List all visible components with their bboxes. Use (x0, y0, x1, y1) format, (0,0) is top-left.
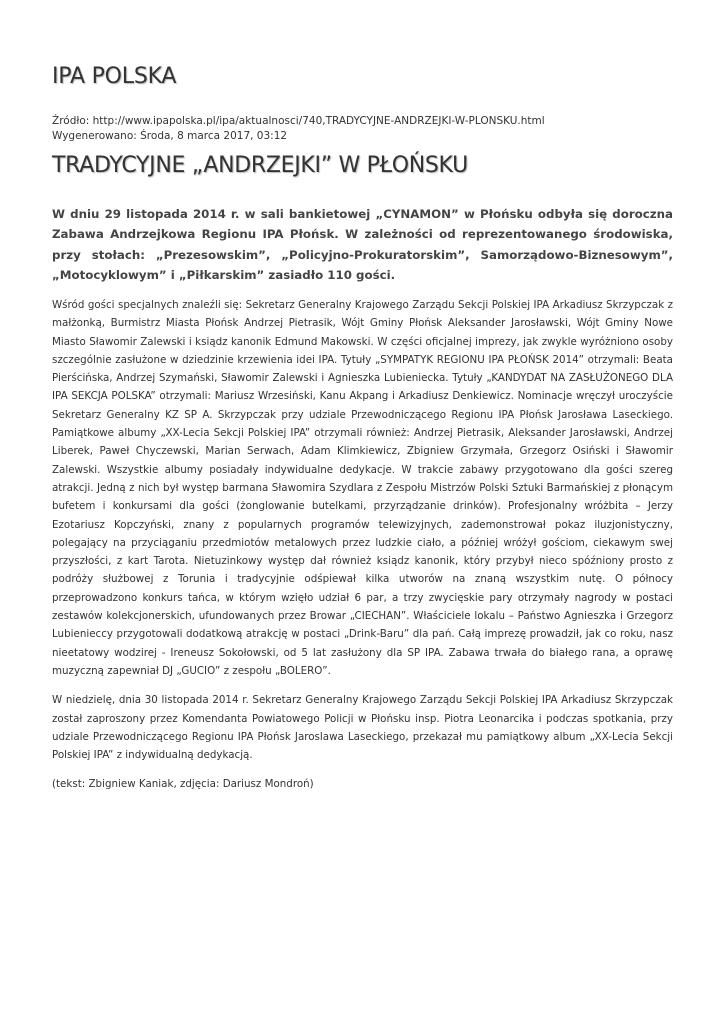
source-line: Źródło: http://www.ipapolska.pl/ipa/aktualnosci/740,TRADYCYJNE-ANDRZEJKI-W-PLONSKU.html (52, 115, 545, 127)
article-paragraph: W niedzielę, dnia 30 listopada 2014 r. Sekretarz Generalny Krajowego Zarządu Sekcji Polskiej IPA Arkadiusz Skrzypczak został zaproszony przez Komendanta Powiatowego Policji w Płońsku insp. Piotra Leonarcika i podczas spotkania, przy udziale Przewodniczącego Regionu IPA Płońsk Jaroslawa Laseckiego, przekazał mu pamiątkowy album „XX-Lecia Sekcji Polskiej IPA” z indywidualną dedykacją. (52, 694, 673, 762)
article-paragraph: Wśród gości specjalnych znaleźli się: Sekretarz Generalny Krajowego Zarządu Sekcji Polskiej IPA Arkadiusz Skrzypczak z małżonką, Burmistrz Miasta Płońsk Andrzej Pietrasik, Wójt Gminy Płońsk Aleksander Jarosławski, Wójt Gminy Nowe Miasto Sławomir Zalewski i ksiądz kanonik Edmund Makowski. W części oficjalnej imprezy, jak zwykle wyróżniono osoby szczególnie zasłużone w dziedzinie krzewienia idei IPA. Tytuły „SYMPATYK REGIONU IPA PŁOŃSK 2014” otrzymali: Beata Pierścińska, Andrzej Szymański, Sławomir Zalewski i Agnieszka Lubieniecka. Tytuły „KANDYDAT NA ZASŁUŻONEGO DLA IPA SEKCJA POLSKA” otrzymali: Mariusz Wrzesiński, Kanu Akpang i Arkadiusz Denkiewicz. Nominacje wręczył uroczyście Sekretarz Generalny KZ SP A. Skrzypczak przy udziale Przewodniczącego Regionu IPA Płońsk Jarosława Laseckiego. Pamiątkowe albumy „XX-Lecia Sekcji Polskiej IPA” otrzymali również: Andrzej Pietrasik, Aleksander Jarosławski, Andrzej Liberek, Paweł Chyczewski, Marian Serwach, Adam Klimkiewicz, Zbigniew Grzymała, Grzegorz Osiński i Sławomir Zalewski. Wszystkie albumy posiadały indywidualne dedykacje. W trakcie zabawy przygotowano dla gości szereg atrakcji. Jedną z nich był występ barmana Sławomira Szydlara z Zespołu Mistrzów Polski Sztuki Barmańskiej z płonącym bufetem i konkursami dla gości (żonglowanie butelkami, przyrządzanie drinków). Profesjonalny wróżbita – Jerzy Ezotariusz Kopczyński, znany z popularnych programów telewizyjnych, zademonstrował pokaz iluzjonistyczny, polegający na przyciąganiu przedmiotów metalowych przez ludzkie ciało, a później wróżył gościom, ciekawym swej przyszłości, z kart Tarota. Nietuzinkowy występ dał również ksiądz kanonik, który przybył nieco spóźniony prosto z podróży służbowej z Torunia i tradycyjnie odśpiewał kilka utworów na znaną wszystkim nutę. O północy przeprowadzono konkurs tańca, w którym wzięło udział 6 par, a trzy zwycięskie pary otrzymały nagrody w postaci zestawów kolekcjonerskich, ufundowanych przez Browar „CIECHAN”. Właściciele lokalu – Państwo Agnieszka i Grzegorz Lubienieccy przygotowali dodatkową atrakcję w postaci „Drink-Baru” dla pań. Całą imprezę prowadził, jak co roku, nasz nieetatowy wodzirej - Ireneusz Sokołowski, od 5 lat zasłużony dla SP IPA. Zabawa trwała do białego rana, a oprawę muzyczną zapewniał DJ „GUCIO” z zespołu „BOLERO”. (52, 299, 673, 677)
article-lead: W dniu 29 listopada 2014 r. w sali bankietowej „CYNAMON” w Płońsku odbyła się doroczna Zabawa Andrzejkowa Regionu IPA Płońsk. W zależności od reprezentowanego środowiska, przy stołach: „Prezesowskim”, „Policyjno-Prokuratorskim”, Samorządowo-Biznesowym”, „Motocyklowym” i „Piłkarskim” zasiadło 110 gości. (52, 207, 673, 282)
article-title: TRADYCYJNE „ANDRZEJKI” W PŁOŃSKU (52, 153, 468, 178)
document-meta (52, 114, 545, 144)
article-body (52, 296, 673, 805)
generated-line: Wygenerowano: Środa, 8 marca 2017, 03:12 (52, 130, 288, 142)
article-credits: (tekst: Zbigniew Kaniak, zdjęcia: Dariusz Mondroń) (52, 778, 314, 791)
site-title: IPA POLSKA (52, 64, 177, 89)
